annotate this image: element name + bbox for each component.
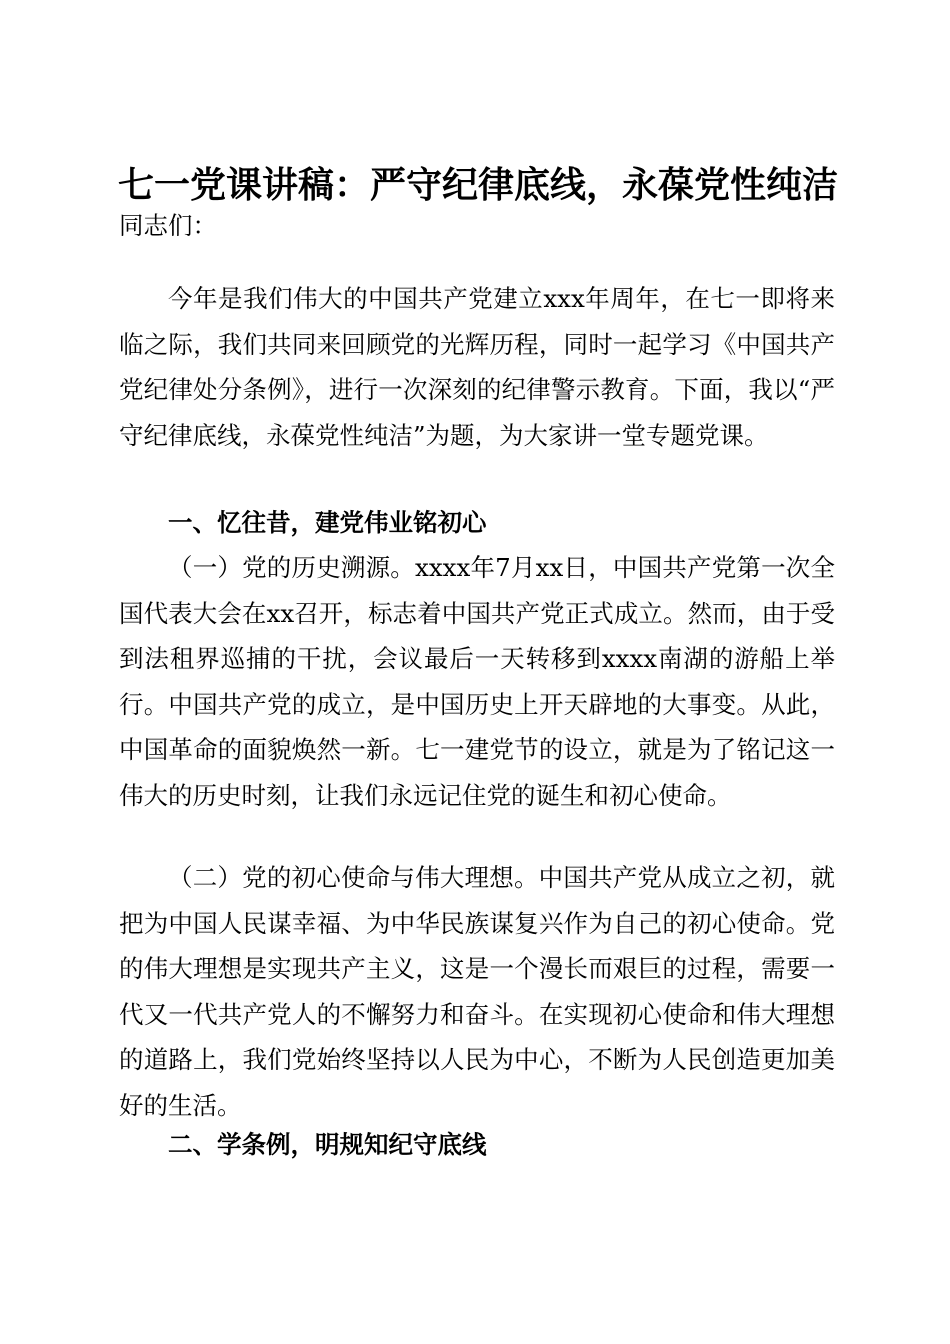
section-1-paragraph-1: （一）党的历史溯源。xxxx年7月xx日，中国共产党第一次全国代表大会在xx召开，标志着中国共产党正式成立。然而，由于受到法租界巡捕的干扰，会议最后一天转移到xxxx南湖的游船上举行。中国共产党的成立，是中国历史上开天辟地的大事变。从此，中国革命的面貌焕然一新。七一建党节的设立，就是为了铭记这一伟大的历史时刻，让我们永远记住党的诞生和初心使命。 [119,553,835,810]
section-1-paragraph-2: （二）党的初心使命与伟大理想。中国共产党从成立之初，就把为中国人民谋幸福、为中华民族谋复兴作为自己的初心使命。党的伟大理想是实现共产主义，这是一个漫长而艰巨的过程，需要一代又一代共产党人的不懈努力和奋斗。在实现初心使命和伟大理想的道路上，我们党始终坚持以人民为中心，不断为人民创造更加美好的生活。 [119,863,835,1120]
greeting: 同志们： [119,211,217,240]
intro-paragraph: 今年是我们伟大的中国共产党建立xxx年周年，在七一即将来临之际，我们共同来回顾党的光辉历程，同时一起学习《中国共产党纪律处分条例》，进行一次深刻的纪律警示教育。下面，我以“严守纪律底线，永葆党性纯洁”为题，为大家讲一堂专题党课。 [119,284,835,450]
section-1-heading: 一、忆往昔，建党伟业铭初心 [168,508,487,537]
page-title: 七一党课讲稿：严守纪律底线，永葆党性纯洁 [118,164,839,207]
section-2-heading: 二、学条例，明规知纪守底线 [168,1130,487,1159]
